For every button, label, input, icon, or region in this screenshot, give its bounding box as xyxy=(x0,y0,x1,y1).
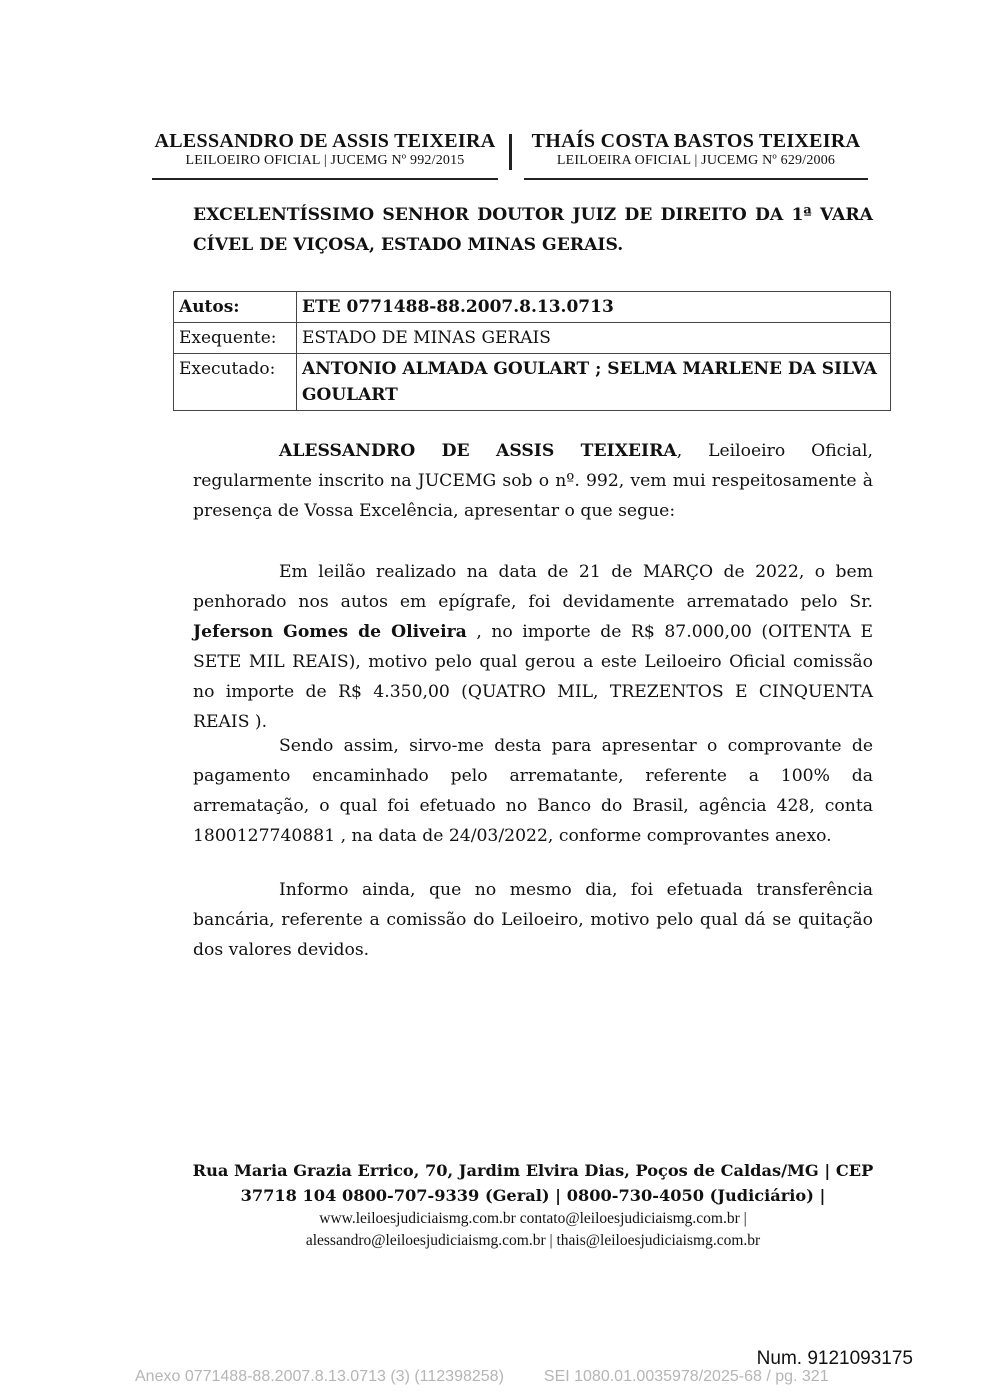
paragraph-auction xyxy=(193,557,873,737)
header-underline-right xyxy=(524,178,868,180)
table-row xyxy=(174,354,891,411)
paragraph-text: Em leilão realizado na data de 21 de MARÇO de 2022, o bem penhorado nos autos em epígrafe, foi devidamente arrematado pelo Sr. xyxy=(193,562,873,612)
case-label: Autos: xyxy=(174,292,297,323)
buyer-name: Jeferson Gomes de Oliveira xyxy=(193,622,467,642)
document-number: Num. 9121093175 xyxy=(756,1348,913,1369)
case-value: ETE 0771488-88.2007.8.13.0713 xyxy=(297,292,891,323)
footer-phones: 37718 104 0800-707-9339 (Geral) | 0800-730-4050 (Judiciário) | xyxy=(240,1186,826,1205)
paragraph-payment: Sendo assim, sirvo-me desta para apresentar o comprovante de pagamento encaminhado pelo arrematante, referente a 100% da arrematação, o qual foi efetuado no Banco do Brasil, agência 428, conta 1800127740881 , na data de 24/03/2022, conforme comprovantes anexo. xyxy=(193,736,873,846)
auctioneer-name-left: ALESSANDRO DE ASSIS TEIXEIRA xyxy=(154,130,496,152)
case-value: ESTADO DE MINAS GERAIS xyxy=(297,323,891,354)
header-underline-left xyxy=(152,178,498,180)
sei-stamp: Anexo 0771488-88.2007.8.13.0713 (3) (112398258) SEI 1080.01.0035978/2025-68 / pg. 321 xyxy=(135,1368,829,1385)
auctioneer-name-right: THAÍS COSTA BASTOS TEIXEIRA xyxy=(531,130,861,152)
footer xyxy=(180,1158,886,1252)
paragraph-commission: Informo ainda, que no mesmo dia, foi efetuada transferência bancária, referente a comissão do Leiloeiro, motivo pelo qual dá se quitação dos valores devidos. xyxy=(193,880,873,960)
auctioneer-name-bold: ALESSANDRO DE ASSIS TEIXEIRA xyxy=(279,441,677,461)
address-heading: EXCELENTÍSSIMO SENHOR DOUTOR JUIZ DE DIREITO DA 1ª VARA CÍVEL DE VIÇOSA, ESTADO MINAS GERAIS. xyxy=(193,205,873,255)
case-label: Exequente: xyxy=(174,323,297,354)
case-label: Executado: xyxy=(174,354,297,411)
footer-website: www.leiloesjudiciaismg.com.br contato@leiloesjudiciaismg.com.br | xyxy=(319,1210,747,1227)
case-value: ANTONIO ALMADA GOULART ; SELMA MARLENE DA SILVA GOULART xyxy=(297,354,891,411)
auctioneer-registry-left: LEILOEIRO OFICIAL | JUCEMG Nº 992/2015 xyxy=(185,153,465,168)
footer-address: Rua Maria Grazia Errico, 70, Jardim Elvira Dias, Poços de Caldas/MG | CEP xyxy=(192,1161,874,1180)
header-left xyxy=(152,130,498,180)
table-row xyxy=(174,292,891,323)
auctioneer-registry-right: LEILOEIRA OFICIAL | JUCEMG Nº 629/2006 xyxy=(556,153,836,168)
table-row xyxy=(174,323,891,354)
header-right xyxy=(524,130,868,180)
paragraph-intro xyxy=(193,436,873,526)
case-table xyxy=(173,291,891,411)
paragraph-text: , Leiloeiro Oficial, regularmente inscrito na JUCEMG sob o nº. 992, vem mui respeitosamente à presença de Vossa Excelência, apresentar o que segue: xyxy=(193,441,874,521)
footer-emails: alessandro@leiloesjudiciaismg.com.br | thais@leiloesjudiciaismg.com.br xyxy=(305,1232,761,1249)
paragraph-text: , no importe de R$ 87.000,00 (OITENTA E SETE MIL REAIS), motivo pelo qual gerou a este Leiloeiro Oficial comissão no importe de R$ 4.350,00 (QUATRO MIL, TREZENTOS E CINQUENTA REAIS ). xyxy=(193,622,874,732)
header-separator xyxy=(509,134,512,170)
